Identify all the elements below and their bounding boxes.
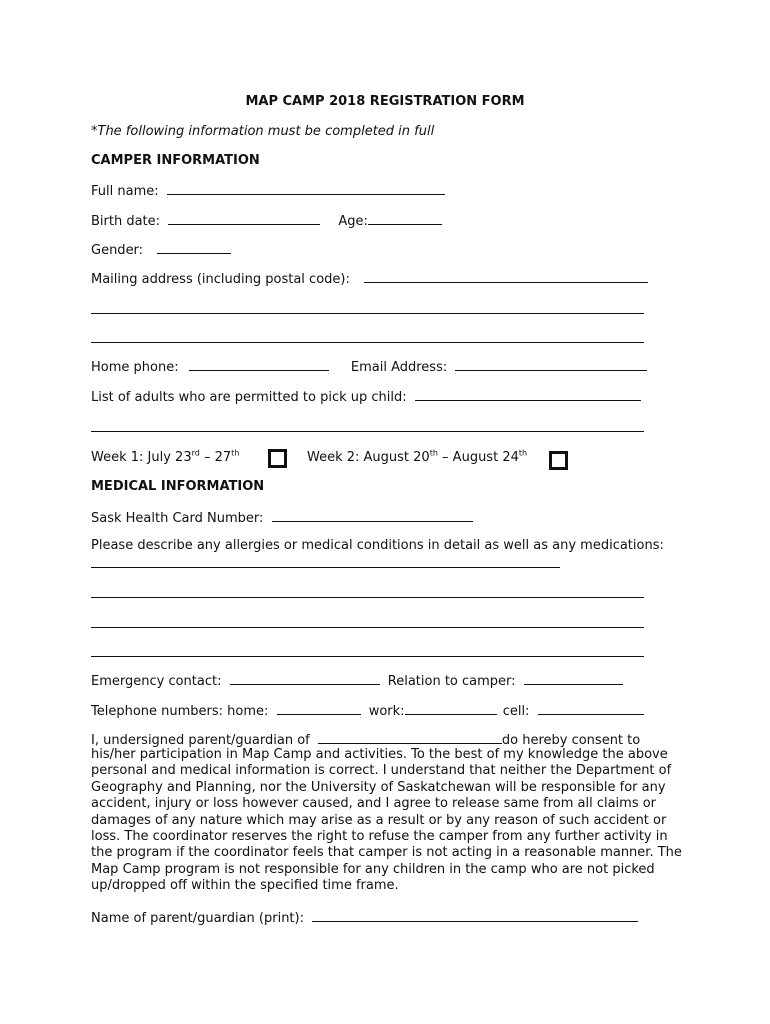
mailing-address-label: Mailing address (including postal code): (91, 272, 350, 287)
print-name-field[interactable] (312, 909, 638, 922)
week1-sup-end: th (231, 448, 240, 458)
gender-field[interactable] (157, 241, 231, 254)
relation-label: Relation to camper: (387, 674, 516, 689)
full-name-row (91, 182, 445, 200)
full-name-label: Full name: (91, 184, 159, 199)
child-name-field[interactable] (318, 731, 502, 744)
email-label: Email Address: (350, 360, 448, 375)
pickup-row (91, 388, 641, 406)
telephone-row (91, 702, 644, 720)
mailing-address-line-2[interactable] (91, 313, 644, 314)
gender-label: Gender: (91, 243, 144, 258)
print-name-label: Name of parent/guardian (print): (91, 911, 304, 926)
birth-age-row (91, 212, 442, 230)
allergies-label: Please describe any allergies or medical conditions in detail as well as any medications: (91, 538, 664, 553)
gender-row (91, 241, 231, 259)
health-card-label: Sask Health Card Number: (91, 511, 264, 526)
telephone-home-field[interactable] (277, 702, 361, 715)
age-field[interactable] (368, 212, 442, 225)
week2-mid: – August 24 (437, 450, 519, 465)
week2-checkbox[interactable] (549, 451, 568, 470)
mailing-address-line-3[interactable] (91, 342, 644, 343)
mailing-row (91, 270, 648, 288)
cell-label: cell: (502, 704, 530, 719)
form-title: MAP CAMP 2018 REGISTRATION FORM (245, 94, 525, 109)
emergency-row (91, 672, 623, 690)
allergies-line-4[interactable] (91, 656, 644, 657)
week1-text: Week 1: July 23 (91, 450, 192, 465)
full-name-field[interactable] (167, 182, 445, 195)
home-phone-field[interactable] (189, 358, 329, 371)
allergies-line-1[interactable] (91, 567, 560, 568)
allergies-line-2[interactable] (91, 597, 644, 598)
medical-info-heading: MEDICAL INFORMATION (91, 479, 265, 494)
consent-lead: I, undersigned parent/guardian of (91, 733, 310, 748)
allergies-line-3[interactable] (91, 627, 644, 628)
cell-phone-field[interactable] (538, 702, 644, 715)
age-label: Age: (338, 214, 368, 229)
camper-info-heading: CAMPER INFORMATION (91, 153, 260, 168)
pickup-adults-line-2[interactable] (91, 431, 644, 432)
week1-label (91, 450, 239, 466)
week2-label (307, 450, 527, 466)
birth-date-label: Birth date: (91, 214, 161, 229)
form-note: *The following information must be completed in full (91, 124, 435, 139)
mailing-address-field[interactable] (364, 270, 648, 283)
email-field[interactable] (455, 358, 647, 371)
emergency-contact-field[interactable] (230, 672, 380, 685)
work-phone-field[interactable] (405, 702, 497, 715)
health-card-row (91, 509, 473, 527)
pickup-adults-label: List of adults who are permitted to pick up child: (91, 390, 407, 405)
week1-checkbox[interactable] (268, 449, 287, 468)
week2-sup-end: th (518, 448, 528, 458)
week1-sup-start: rd (191, 448, 200, 458)
consent-body: his/her participation in Map Camp and activities. To the best of my knowledge the above personal and medical information is correct. I understand that neither the Department of Geography and Planning, nor the University of Saskatchewan will be responsible for any accident, injury or loss however caused, and I agree to release same from all claims or damages of any nature which may arise as a result or by any reason of such accident or loss. The coordinator reserves the right to refuse the camper from any further activity in the program if the coordinator feels that camper is not acting in a reasonable manner. The Map Camp program is not responsible for any children in the camp who are not picked up/dropped off within the specified time frame. (91, 747, 682, 894)
emergency-contact-label: Emergency contact: (91, 674, 222, 689)
relation-field[interactable] (524, 672, 623, 685)
telephone-home-label: Telephone numbers: home: (91, 704, 269, 719)
consent-lead-end: do hereby consent to (501, 733, 641, 748)
week2-text: Week 2: August 20 (307, 450, 430, 465)
week2-sup-start: th (429, 448, 438, 458)
print-name-row (91, 909, 638, 927)
pickup-adults-field[interactable] (415, 388, 641, 401)
birth-date-field[interactable] (168, 212, 320, 225)
health-card-field[interactable] (272, 509, 473, 522)
phone-email-row (91, 358, 647, 376)
work-label: work: (368, 704, 405, 719)
week1-mid: – 27 (199, 450, 232, 465)
home-phone-label: Home phone: (91, 360, 179, 375)
